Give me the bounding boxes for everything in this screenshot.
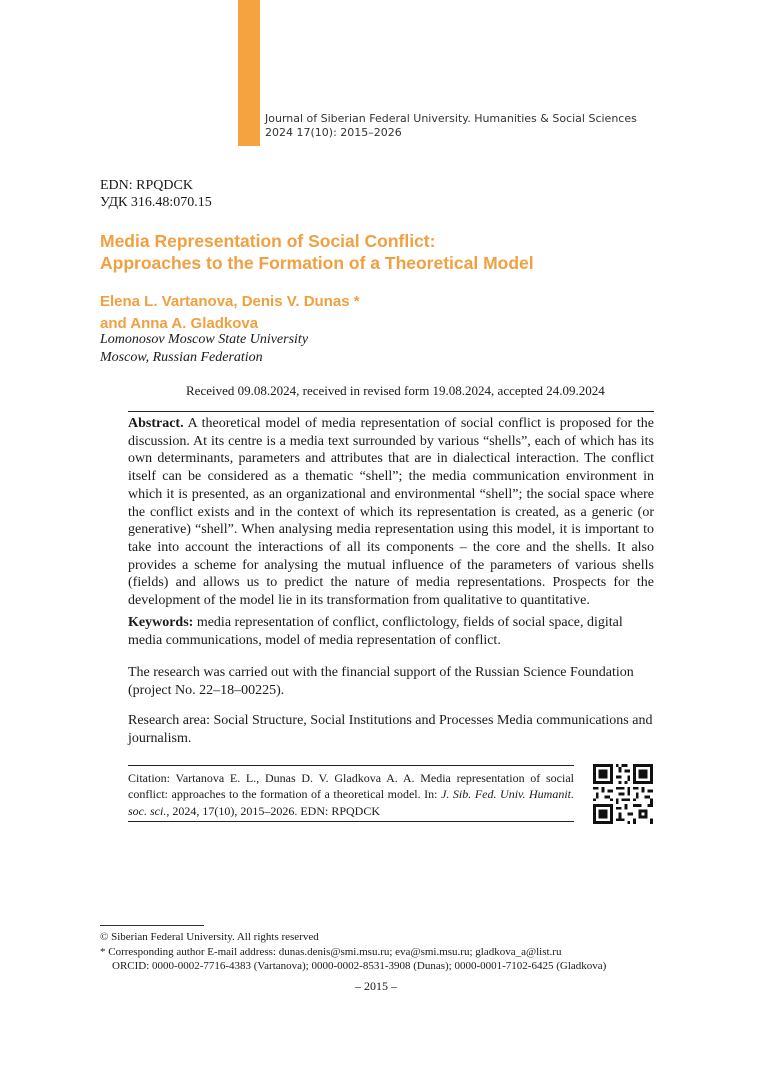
keywords: [128, 614, 654, 650]
citation: [128, 770, 574, 819]
orcid-note: ORCID: 0000-0002-7716-4383 (Vartanova); 0000-0002-8531-3908 (Dunas); 0000-0001-7102-6425 (Gladkova): [112, 960, 607, 972]
abstract-top-rule: [128, 411, 654, 412]
keywords-label: Keywords:: [128, 615, 194, 630]
edn-code: EDN: RPQDCK: [100, 178, 193, 193]
journal-name: Journal of Siberian Federal University. Humanities & Social Sciences: [265, 112, 637, 125]
citation-bottom-rule: [128, 821, 574, 822]
udk-code: УДК 316.48:070.15: [100, 195, 212, 210]
research-area: Research area: Social Structure, Social Institutions and Processes Media communications and journalism.: [128, 713, 653, 746]
journal-accent-bar: [238, 0, 260, 146]
qr-code-icon[interactable]: [593, 764, 653, 824]
article-identifiers: [100, 177, 212, 211]
citation-lead: Citation: Vartanova E. L., Dunas D. V. Gladkova A. A. Media representation of social conflict: approaches to the formation of a theoretical model. In:: [128, 771, 574, 802]
title-line-2: Approaches to the Formation of a Theoretical Model: [100, 253, 534, 273]
abstract-text: A theoretical model of media representation of social conflict is proposed for the discussion. At its centre is a media text surrounded by various “shells”, each of which has its own determinants, parameters and attributes that are in dialectical interaction. The conflict itself can be considered as a thematic “shell”; the media communication environment in which it is presented, as an organizational and environmental “shell”; the social space where the conflict exists and in the context of which its representation is created, as a generic (or generative) “shell”. When analysing media representation using this model, it is important to take into account the interactions of all its components – the core and the shells. It also provides a scheme for analysing the mutual influence of the parameters of various shells (fields) and allows us to predict the nature of media representations. Prospects for the development of the model lie in its transformation from qualitative to quantitative.: [128, 416, 654, 609]
citation-top-rule: [128, 765, 574, 766]
title-line-1: Media Representation of Social Conflict:: [100, 231, 436, 251]
affiliation-university: Lomonosov Moscow State University: [100, 332, 309, 347]
page-number: – 2015 –: [355, 979, 397, 993]
journal-header: [265, 112, 637, 140]
journal-issue: 2024 17(10): 2015–2026: [265, 126, 402, 139]
citation-tail: , 2024, 17(10), 2015–2026. EDN: RPQDCK: [166, 803, 380, 818]
affiliation: [100, 331, 308, 367]
authors-line-2: and Anna A. Gladkova: [100, 315, 259, 332]
funding-note: The research was carried out with the financial support of the Russian Science Foundation (project No. 22–18–00225).: [128, 665, 634, 698]
copyright-note: © Siberian Federal University. All rights reserved: [100, 931, 319, 943]
abstract: [128, 415, 654, 610]
citation-journal: J. Sib. Fed. Univ. Humanit. soc. sci.: [128, 787, 575, 818]
keywords-text: media representation of conflict, conflictology, fields of social space, digital media communications, model of media representation of conflict.: [128, 615, 623, 648]
authors-line-1: Elena L. Vartanova, Denis V. Dunas *: [100, 293, 360, 310]
abstract-label: Abstract.: [128, 416, 184, 431]
author-list: [100, 291, 360, 335]
article-title: [100, 230, 534, 274]
affiliation-location: Moscow, Russian Federation: [100, 350, 263, 365]
received-dates: Received 09.08.2024, received in revised form 19.08.2024, accepted 24.09.2024: [186, 383, 605, 398]
footnote-rule: [100, 925, 204, 926]
footnotes: [100, 930, 660, 974]
corresponding-author: * Corresponding author E-mail address: dunas.denis@smi.msu.ru; eva@smi.msu.ru; gladkova_a@list.ru: [100, 945, 562, 958]
